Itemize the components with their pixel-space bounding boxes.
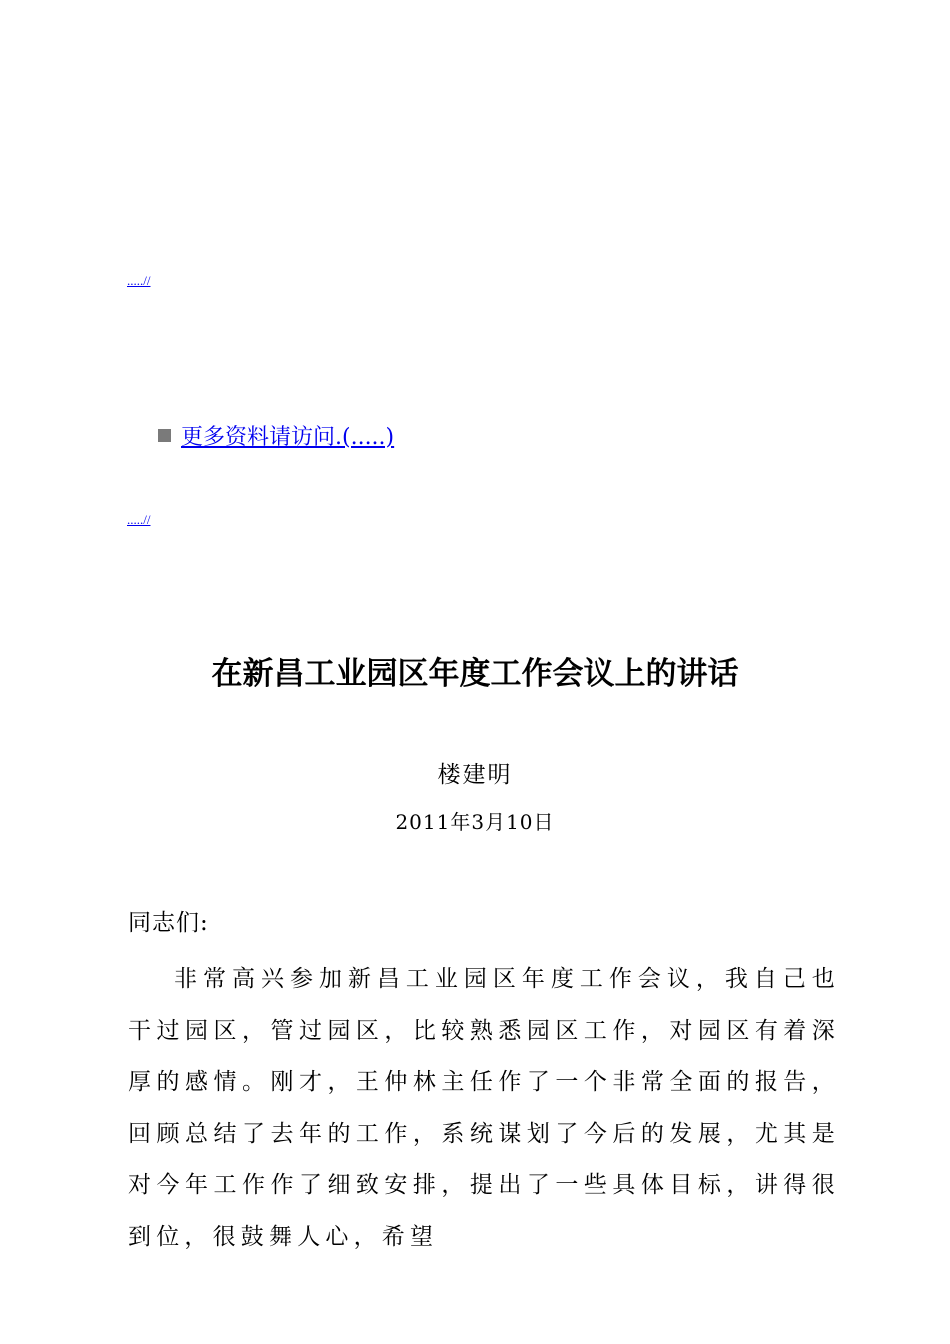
middle-link[interactable]: .....// xyxy=(127,512,151,527)
document-title: 在新昌工业园区年度工作会议上的讲话 xyxy=(211,656,739,692)
author-name: 楼建明 xyxy=(437,762,513,788)
more-resources-link[interactable]: 更多资料请访问.(.....) xyxy=(181,425,395,450)
speech-date: 2011年3月10日 xyxy=(395,810,555,834)
square-bullet-icon xyxy=(158,429,171,442)
top-link[interactable]: .....// xyxy=(127,273,151,288)
salutation: 同志们: xyxy=(128,910,209,936)
more-resources-item xyxy=(158,420,394,451)
body-paragraph: 非常高兴参加新昌工业园区年度工作会议，我自己也干过园区，管过园区，比较熟悉园区工作，对园区有着深厚的感情。刚才，王仲林主任作了一个非常全面的报告，回顾总结了去年的工作，系统谋划了今后的发展，尤其是对今年工作作了细致安排，提出了一些具体目标，讲得很到位，很鼓舞人心，希望 xyxy=(128,966,840,1250)
